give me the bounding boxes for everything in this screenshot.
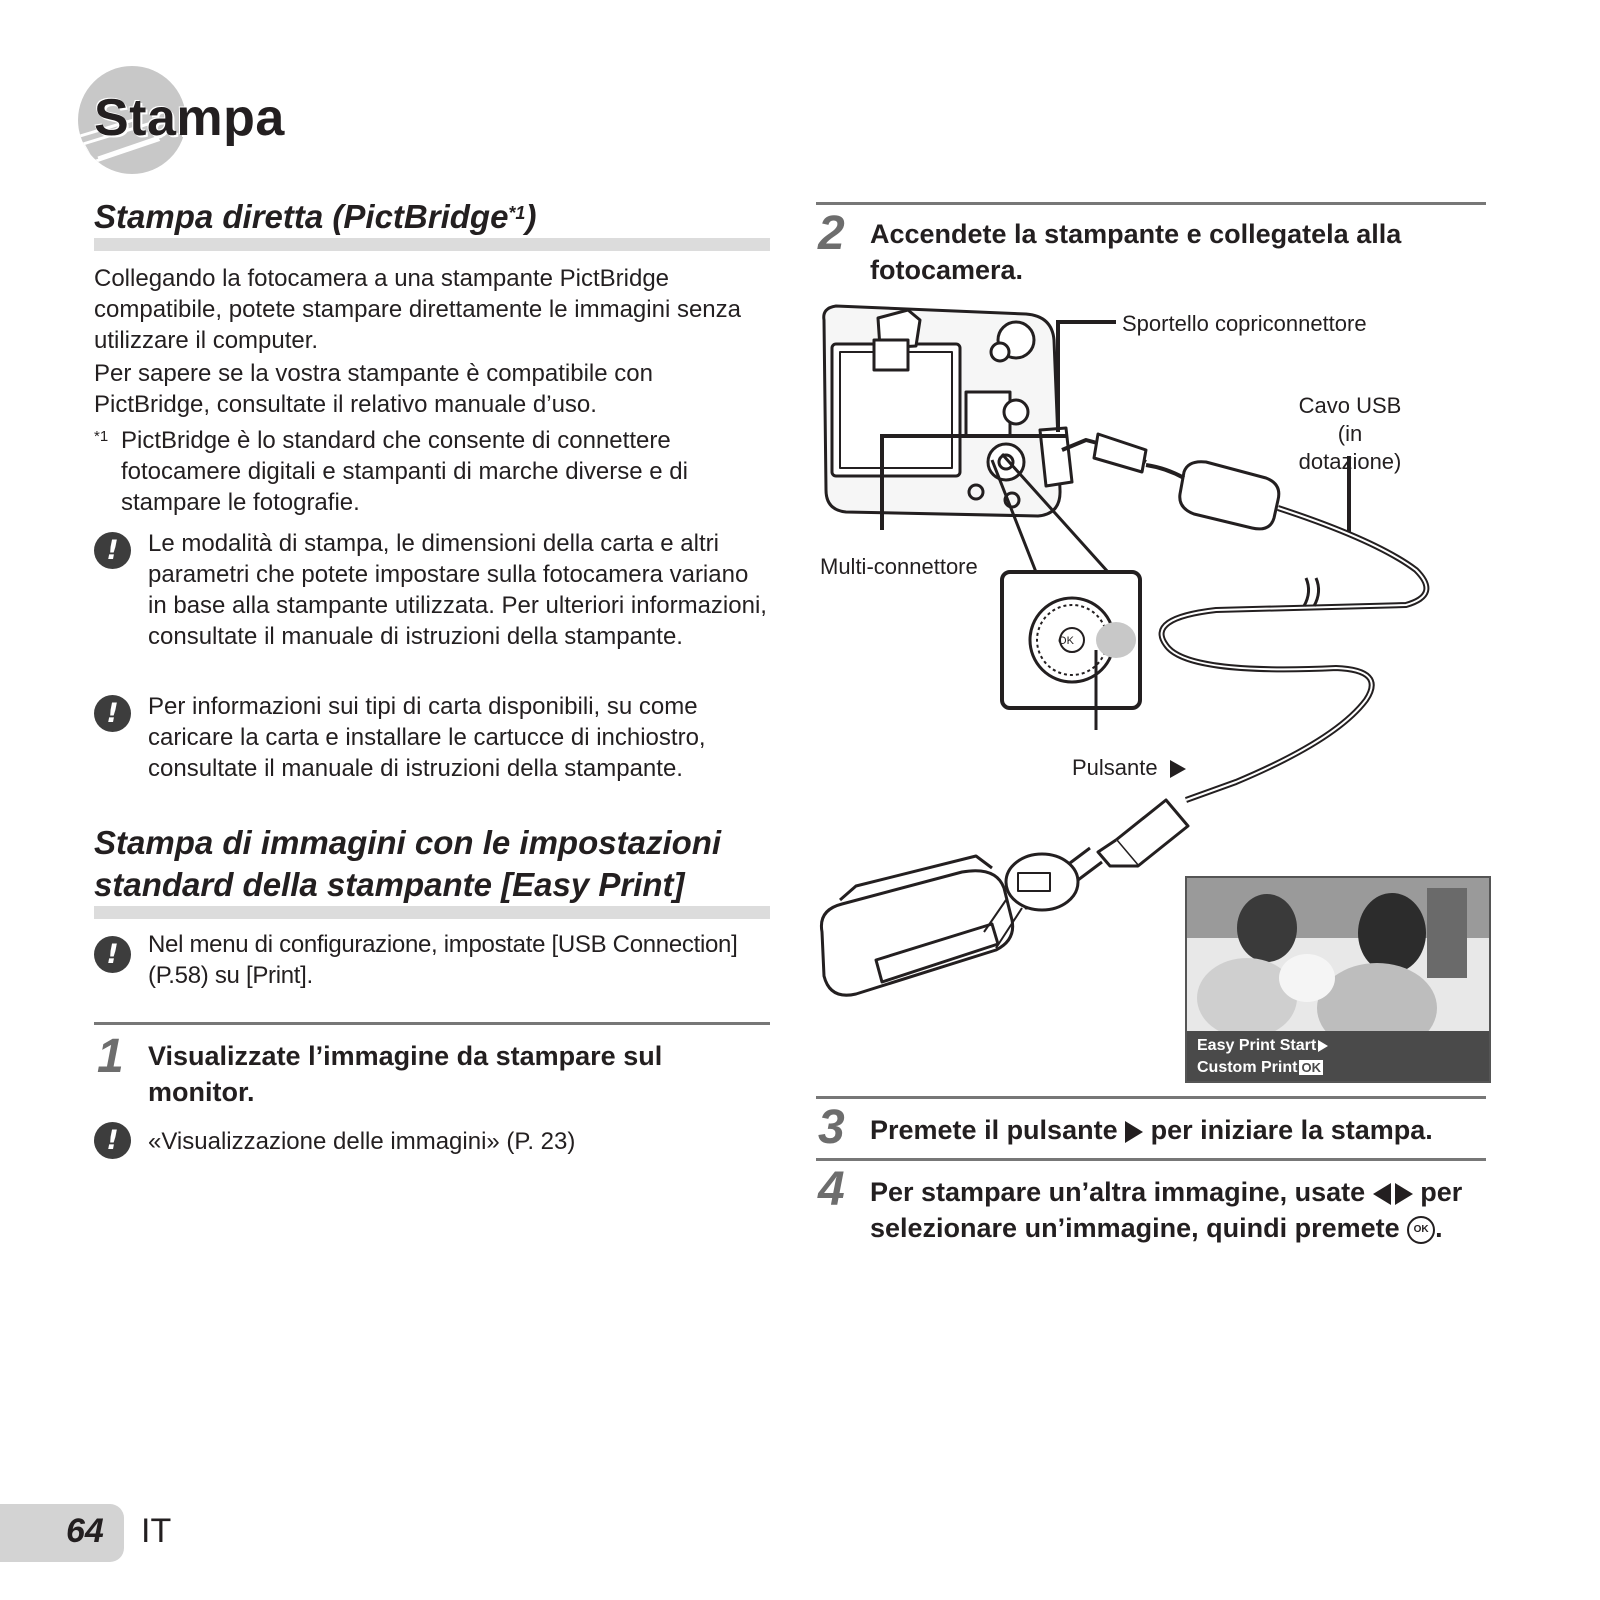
page-language: IT — [141, 1512, 172, 1550]
label-connector-door: Sportello copriconnettore — [1122, 311, 1367, 336]
caution-icon: ! — [94, 695, 131, 732]
caution-icon: ! — [94, 1122, 131, 1159]
step-divider — [94, 1022, 770, 1025]
step-divider — [816, 202, 1486, 205]
intro-paragraph: Collegando la fotocamera a una stampante PictBridge compatibile, potete stampare direttamente le immagini senza utilizzare il computer. — [94, 265, 741, 354]
svg-text:OK: OK — [1058, 635, 1074, 647]
camera-illustration — [824, 306, 1072, 516]
caution-icon: ! — [94, 532, 131, 569]
arrow-left-icon — [1373, 1183, 1391, 1205]
step-2-text: Accendete la stampante e collegatela alla fotocamera. — [870, 219, 1402, 285]
ok-button-icon: OK — [1407, 1216, 1435, 1244]
lcd-easy-print-start: Easy Print Start — [1197, 1036, 1328, 1056]
step-divider — [816, 1158, 1486, 1161]
ok-badge: OK — [1301, 1060, 1321, 1075]
section-heading-easy-print: Stampa di immagini con le impostazioni standard della stampante [Easy Print] — [94, 822, 770, 919]
arrow-right-icon — [1125, 1121, 1143, 1143]
caution-icon: ! — [94, 936, 131, 973]
page-number-tab — [0, 1504, 124, 1562]
arrow-right-icon — [1395, 1183, 1413, 1205]
section-heading-pictbridge: Stampa diretta (PictBridge$^{*1}$) — [94, 196, 770, 251]
step-number: 4 — [818, 1163, 845, 1216]
label-multi-connector: Multi-connettore — [820, 554, 978, 579]
compat-paragraph: Per sapere se la vostra stampante è compatibile con PictBridge, consultate il relativo manuale d’uso. — [94, 360, 653, 418]
camera-lcd-screen — [1185, 876, 1491, 1083]
arrow-right-icon — [1170, 760, 1186, 778]
note-print-modes: Le modalità di stampa, le dimensioni della carta e altri parametri che potete impostare sulla fotocamera variano in base alla stampante utilizzata. Per ulteriori informazioni, consultate il manuale di istruzioni della stampante. — [148, 530, 767, 650]
step-1-text: Visualizzate l’immagine da stampare sul monitor. — [148, 1041, 663, 1107]
step-number: 2 — [818, 207, 845, 260]
step-number: 1 — [97, 1030, 124, 1083]
note-usb-connection: Nel menu di configurazione, impostate [USB Connection] (P.58) su [Print]. — [148, 931, 738, 989]
note-paper-types: Per informazioni sui tipi di carta disponibili, su come caricare la carta e installare le cartucce di inchiostro, consultate il manuale di istruzioni della stampante. — [148, 693, 706, 782]
footnote-mark: *1 — [94, 428, 109, 445]
step-divider — [816, 1096, 1486, 1099]
step-number: 3 — [818, 1101, 845, 1154]
label-button-right: Pulsante — [1072, 754, 1186, 782]
arrow-right-icon — [1318, 1040, 1328, 1052]
lcd-custom-print: Custom Print OK — [1197, 1059, 1321, 1076]
door-leader-line — [1058, 322, 1116, 432]
label-usb-cable: Cavo USB (in dotazione) — [1298, 393, 1402, 474]
step-4-text: Per stampare un’altra immagine, usate per selezionare un’immagine, quindi premete OK . — [870, 1177, 1463, 1243]
page-title: Stampa — [94, 89, 285, 147]
step-1-reference: «Visualizzazione delle immagini» (P. 23) — [148, 1128, 576, 1155]
page-number: 64 — [66, 1512, 104, 1550]
printer-illustration — [821, 856, 1012, 995]
step-3-text: Premete il pulsante per iniziare la stampa. — [870, 1115, 1433, 1145]
footnote-text: PictBridge è lo standard che consente di connettere fotocamere digitali e stampanti di marche diverse e di stampare le fotografie. — [121, 427, 688, 516]
